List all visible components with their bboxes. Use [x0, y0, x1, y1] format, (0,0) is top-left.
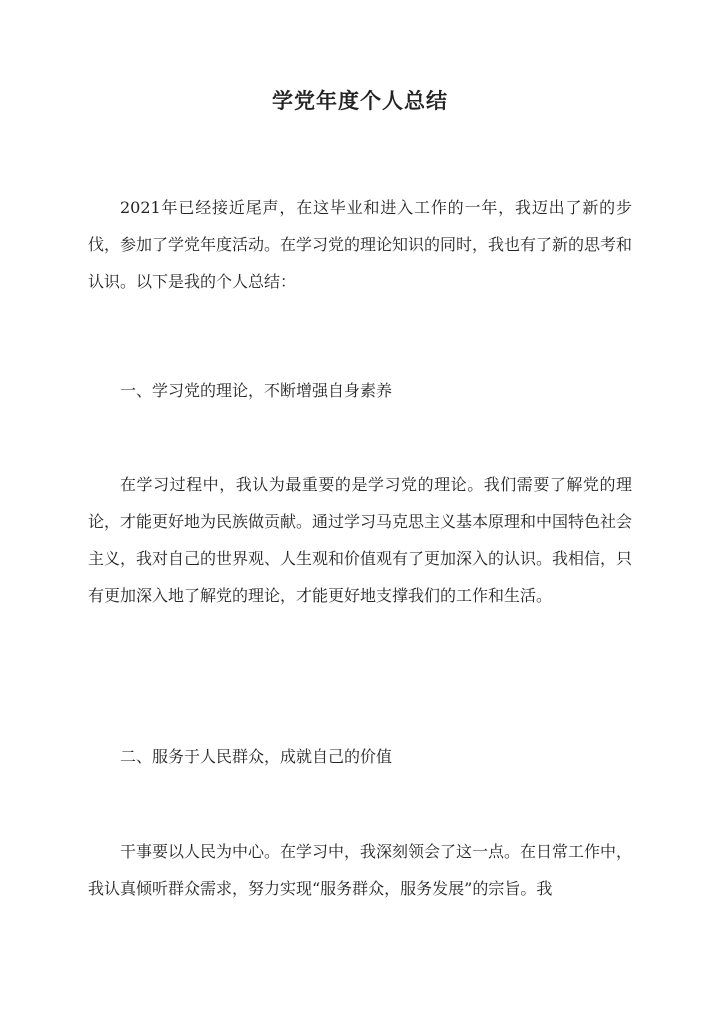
paragraph-intro: 2021年已经接近尾声，在这毕业和进入工作的一年，我迈出了新的步伐，参加了学党年度活动。在学习党的理论知识的同时，我也有了新的思考和认识。以下是我的个人总结：	[88, 198, 633, 291]
paragraph-section-2: 干事要以人民为中心。在学习中，我深刻领会了这一点。在日常工作中，我认真倾听群众需求，努力实现“服务群众，服务发展”的宗旨。我	[88, 842, 633, 898]
section-heading-2: 二、服务于人民群众，成就自己的价值	[120, 747, 393, 766]
section-heading-1: 一、学习党的理论，不断增强自身素养	[120, 381, 393, 400]
paragraph-section-1: 在学习过程中，我认为最重要的是学习党的理论。我们需要了解党的理论，才能更好地为民族做贡献。通过学习马克思主义基本原理和中国特色社会主义，我对自己的世界观、人生观和价值观有了更加深入的认识。我相信，只有更加深入地了解党的理论，才能更好地支撑我们的工作和生活。	[88, 475, 633, 605]
document-title: 学党年度个人总结	[272, 88, 448, 113]
